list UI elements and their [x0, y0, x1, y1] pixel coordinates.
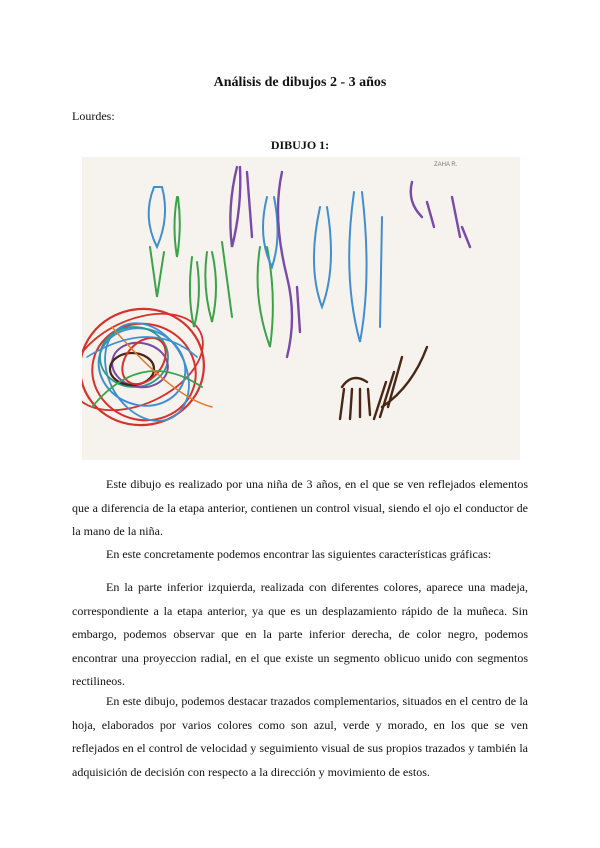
scribble-note: ZAHA R. [434, 162, 458, 168]
paragraph-3: En la parte inferior izquierda, realizada con diferentes colores, aparece una madeja, correspondiente a la etapa anterior, ya que es un desplazamiento rápido de la muñeca. Sin embargo, podemos observar que en la parte inferior derecha, de color negro, podemos encontrar una proyeccion radial, en el que existe un segmento oblicuo unido con segmentos rectilineos. [72, 580, 528, 688]
document-title: Análisis de dibujos 2 - 3 años [213, 75, 387, 90]
paragraph-1: Este dibujo es realizado por una niña de 3 años, en el que se ven reflejados elementos que a diferencia de la etapa anterior, contienen un control visual, siendo el ojo el conductor de la mano de la niña. [72, 477, 528, 538]
crayon-drawing [82, 157, 520, 460]
paragraph-4: En este dibujo, podemos destacar trazados complementarios, situados en el centro de la hoja, elaborados por varios colores como son azul, verde y morado, en los que se ven reflejados en el control de velocidad y seguimiento visual de sus propios trazados y también la adquisición de decisión con respecto a la dirección y movimiento de estos. [72, 694, 528, 779]
child-drawing-image [82, 157, 520, 460]
author-label: Lourdes: [72, 109, 115, 123]
figure-title: DIBUJO 1: [270, 138, 330, 152]
paragraph-2: En este concretamente podemos encontrar las siguientes características gráficas: [106, 547, 492, 561]
